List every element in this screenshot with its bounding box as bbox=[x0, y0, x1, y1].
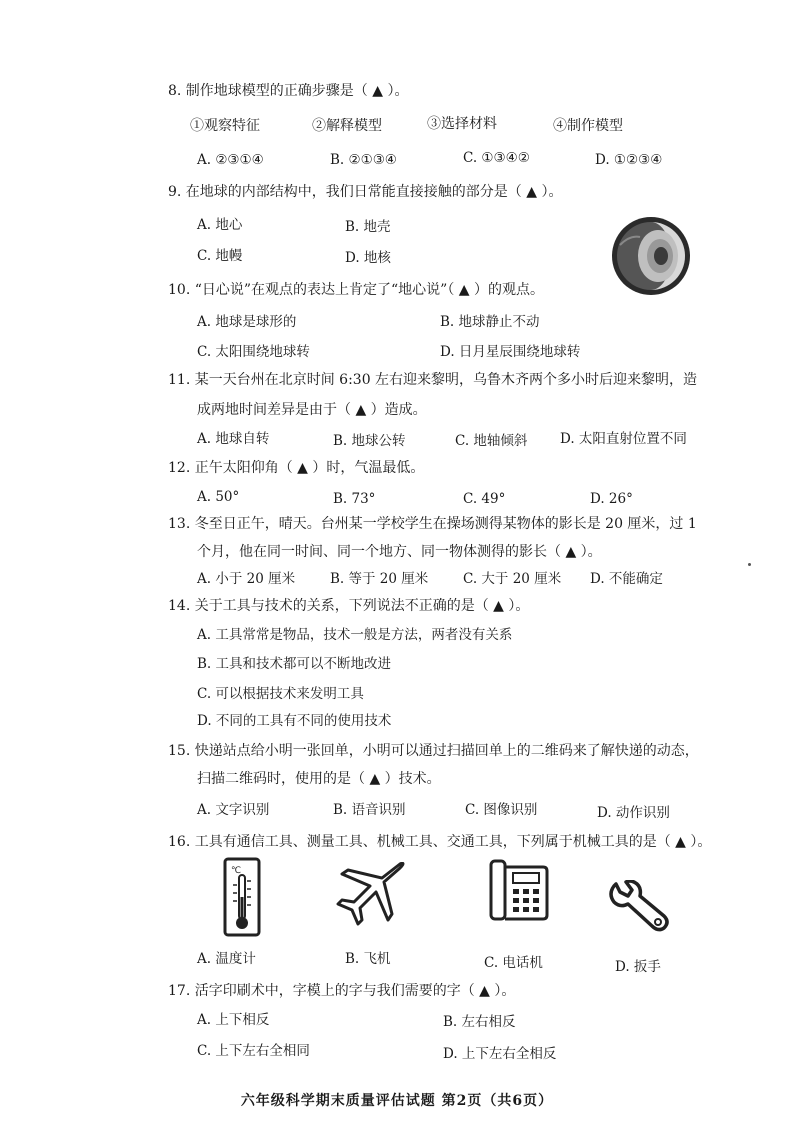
q9-option-c: C. 地幔 bbox=[197, 248, 243, 264]
thermometer-unit-label: ℃ bbox=[231, 866, 242, 876]
wrench-icon bbox=[608, 880, 674, 934]
q12-option-d: D. 26° bbox=[590, 491, 633, 507]
q14-option-b: B. 工具和技术都可以不断地改进 bbox=[197, 656, 392, 672]
q10-option-b: B. 地球静止不动 bbox=[440, 314, 540, 330]
question-17: 17. 活字印刷术中，字模上的字与我们需要的字（ ▲ ）。 bbox=[168, 983, 516, 999]
q8-step-3: ③选择材料 bbox=[427, 116, 497, 132]
q17-option-d: D. 上下左右全相反 bbox=[443, 1046, 557, 1062]
question-15-line-1: 15. 快递站点给小明一张回单，小明可以通过扫描回单上的二维码来了解快递的动态， bbox=[168, 743, 699, 759]
question-16: 16. 工具有通信工具、测量工具、机械工具、交通工具，下列属于机械工具的是（ ▲ ）。 bbox=[168, 834, 712, 850]
question-10: 10. “日心说”在观点的表达上肯定了“地心说”（ ▲ ）的观点。 bbox=[168, 282, 545, 298]
q10-option-a: A. 地球是球形的 bbox=[197, 314, 297, 330]
question-11-line-2: 成两地时间差异是由于（ ▲ ）造成。 bbox=[197, 402, 427, 418]
question-15-line-2: 扫描二维码时，使用的是（ ▲ ）技术。 bbox=[197, 771, 441, 787]
scan-speck bbox=[748, 563, 751, 566]
q10-option-d: D. 日月星辰围绕地球转 bbox=[440, 344, 581, 360]
q12-option-c: C. 49° bbox=[463, 491, 506, 507]
q11-option-d: D. 太阳直射位置不同 bbox=[560, 431, 687, 447]
page-footer: 六年级科学期末质量评估试题 第2页（共6页） bbox=[240, 1093, 554, 1109]
q16-option-d: D. 扳手 bbox=[615, 959, 661, 975]
q13-option-b: B. 等于 20 厘米 bbox=[330, 571, 429, 587]
q14-option-a: A. 工具常常是物品，技术一般是方法，两者没有关系 bbox=[197, 627, 513, 643]
q12-option-b: B. 73° bbox=[333, 491, 376, 507]
q8-step-4: ④制作模型 bbox=[553, 118, 623, 134]
telephone-icon bbox=[487, 857, 551, 923]
question-9: 9. 在地球的内部结构中，我们日常能直接接触的部分是（ ▲ ）。 bbox=[168, 184, 563, 200]
q8-option-b: B. ②①③④ bbox=[330, 152, 397, 168]
q8-option-a: A. ②③①④ bbox=[197, 152, 264, 168]
q8-step-1: ①观察特征 bbox=[190, 118, 260, 134]
q16-option-b: B. 飞机 bbox=[345, 951, 391, 967]
q10-option-c: C. 太阳围绕地球转 bbox=[197, 344, 310, 360]
question-12: 12. 正午太阳仰角（ ▲ ）时，气温最低。 bbox=[168, 460, 425, 476]
q13-option-d: D. 不能确定 bbox=[590, 571, 663, 587]
q13-option-c: C. 大于 20 厘米 bbox=[463, 571, 562, 587]
q16-option-c: C. 电话机 bbox=[484, 955, 543, 971]
q15-option-c: C. 图像识别 bbox=[465, 802, 538, 818]
airplane-icon bbox=[334, 862, 406, 926]
q17-option-b: B. 左右相反 bbox=[443, 1014, 516, 1030]
q11-option-a: A. 地球自转 bbox=[197, 431, 270, 447]
q8-step-2: ②解释模型 bbox=[312, 118, 382, 134]
q14-option-c: C. 可以根据技术来发明工具 bbox=[197, 686, 364, 702]
q9-option-b: B. 地壳 bbox=[345, 219, 391, 235]
q8-option-d: D. ①②③④ bbox=[595, 152, 663, 168]
q12-option-a: A. 50° bbox=[197, 489, 240, 505]
q16-option-a: A. 温度计 bbox=[197, 951, 256, 967]
question-11-line-1: 11. 某一天台州在北京时间 6:30 左右迎来黎明，乌鲁木齐两个多小时后迎来黎明，造 bbox=[168, 372, 698, 388]
q17-option-a: A. 上下相反 bbox=[197, 1012, 270, 1028]
q15-option-d: D. 动作识别 bbox=[597, 805, 670, 821]
q9-option-a: A. 地心 bbox=[197, 217, 243, 233]
question-8: 8. 制作地球模型的正确步骤是（ ▲ ）。 bbox=[168, 83, 409, 99]
q14-option-d: D. 不同的工具有不同的使用技术 bbox=[197, 713, 392, 729]
q17-option-c: C. 上下左右全相同 bbox=[197, 1043, 310, 1059]
question-13-line-1: 13. 冬至日正午，晴天。台州某一学校学生在操场测得某物体的影长是 20 厘米，过 1 bbox=[168, 516, 697, 532]
question-13-line-2: 个月，他在同一时间、同一个地方、同一物体测得的影长（ ▲ ）。 bbox=[197, 544, 602, 560]
q15-option-a: A. 文字识别 bbox=[197, 802, 270, 818]
q11-option-b: B. 地球公转 bbox=[333, 433, 406, 449]
question-14: 14. 关于工具与技术的关系，下列说法不正确的是（ ▲ ）。 bbox=[168, 598, 530, 614]
earth-structure-image bbox=[610, 215, 692, 297]
q15-option-b: B. 语音识别 bbox=[333, 802, 406, 818]
q9-option-d: D. 地核 bbox=[345, 250, 391, 266]
q8-option-c: C. ①③④② bbox=[463, 150, 530, 166]
q11-option-c: C. 地轴倾斜 bbox=[455, 433, 528, 449]
thermometer-icon bbox=[222, 857, 262, 937]
q13-option-a: A. 小于 20 厘米 bbox=[197, 571, 296, 587]
